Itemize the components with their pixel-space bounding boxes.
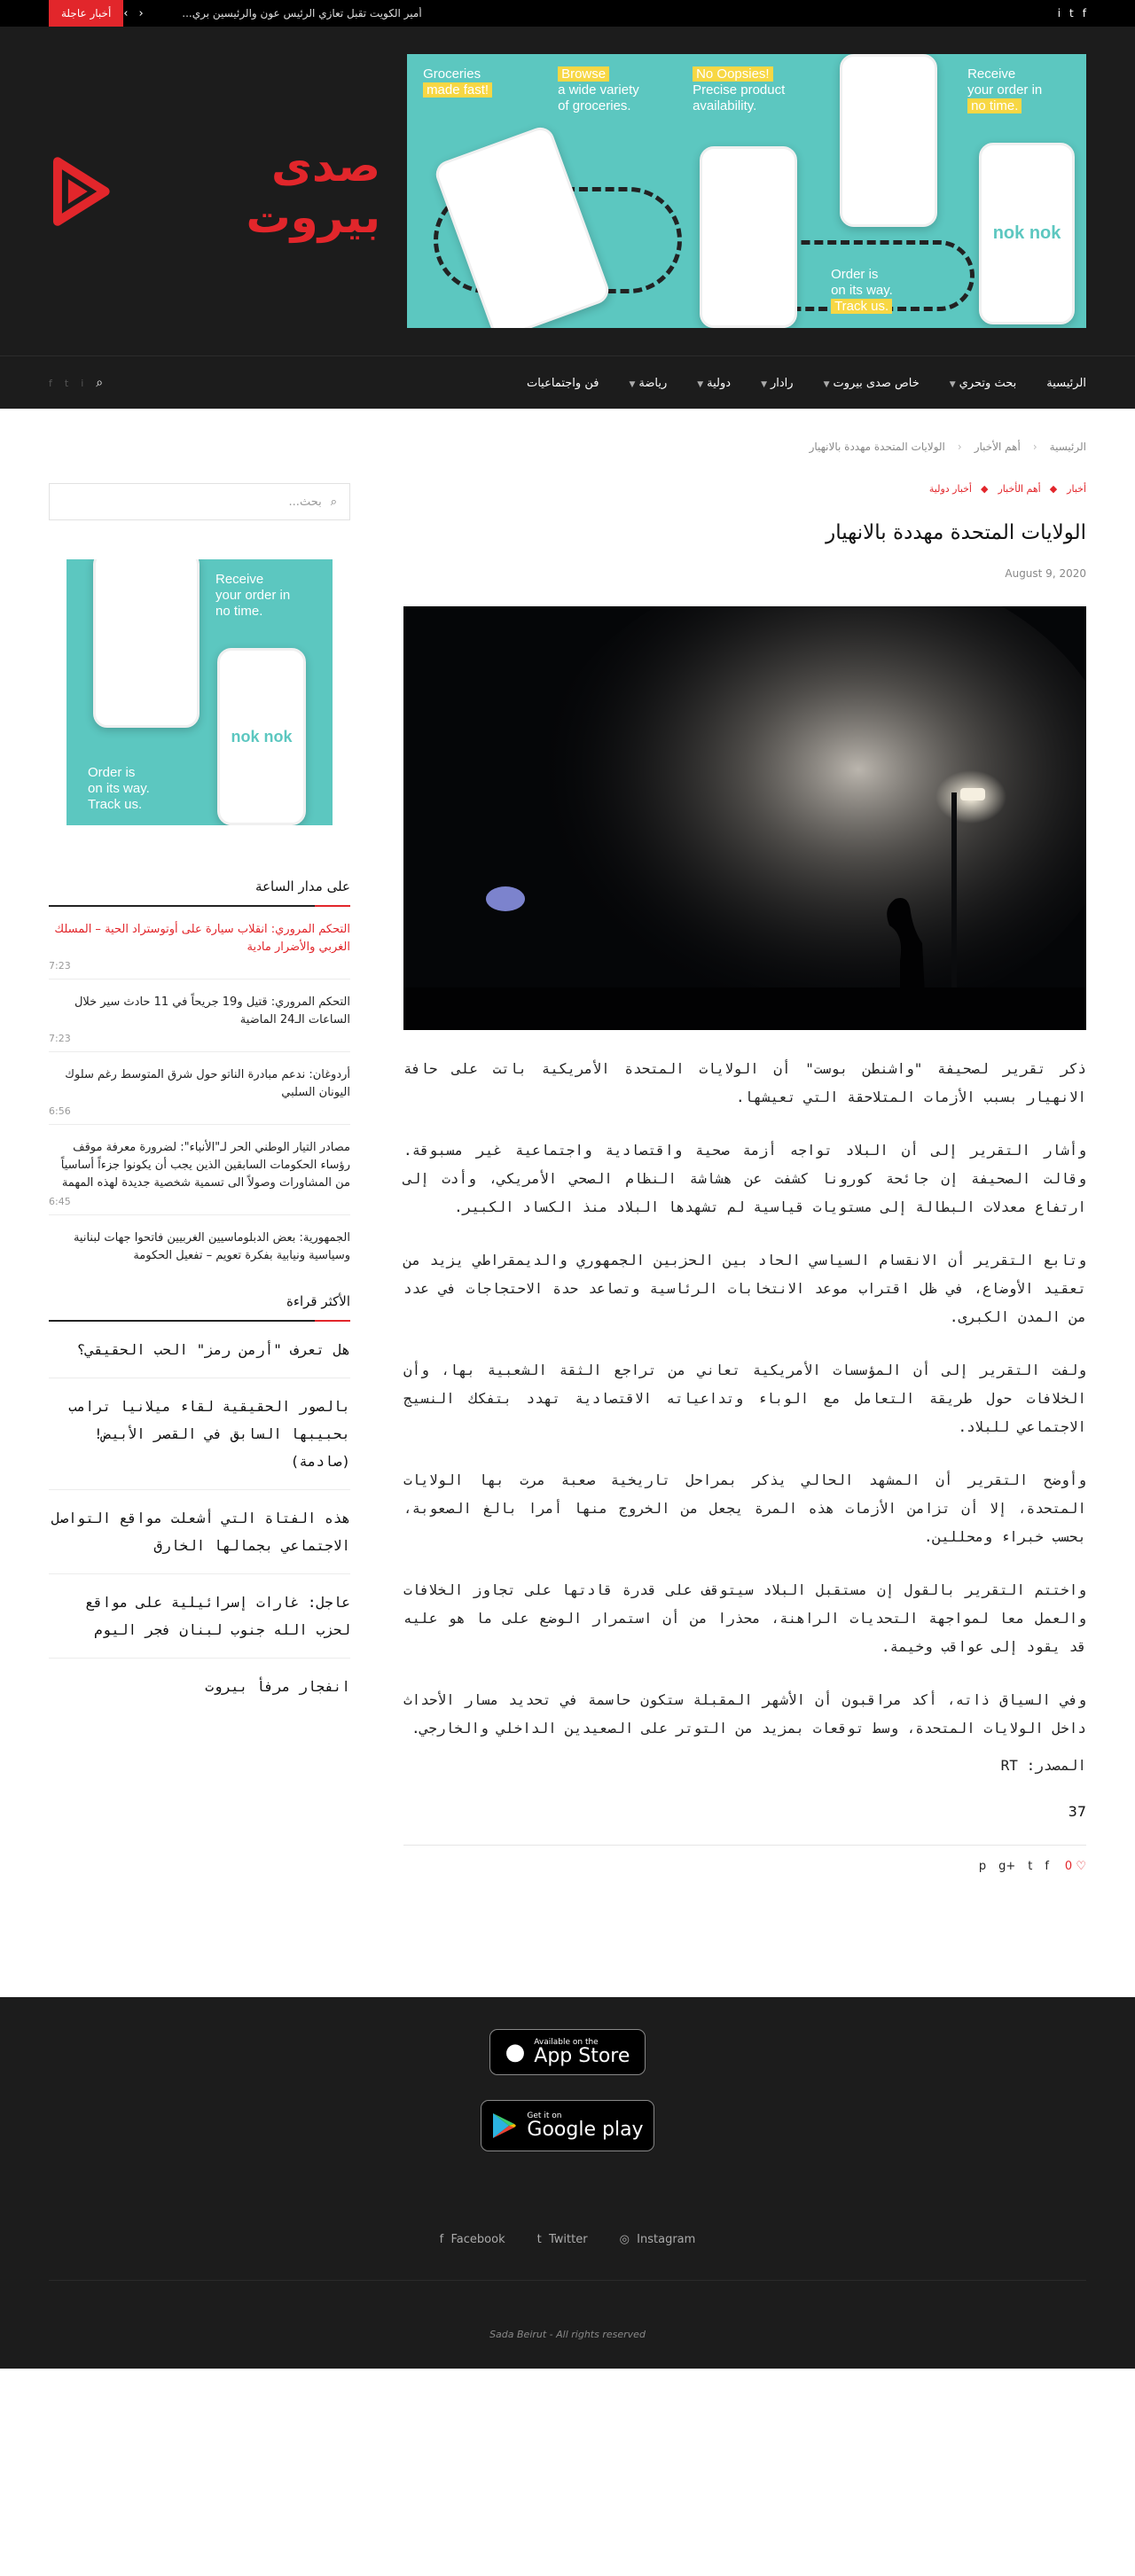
phone-mockup — [217, 648, 306, 825]
share-facebook-icon[interactable]: f — [1045, 1860, 1049, 1873]
search-input[interactable] — [49, 483, 350, 520]
news-headline[interactable]: التحكم المروري: انقلاب سيارة على أوتوستراد الحية – المسلك الغربي والأضرار مادية — [54, 923, 350, 954]
news-time: 7:23 — [49, 960, 71, 972]
gplay-small-text: Get it on — [527, 2112, 562, 2120]
share-bar — [403, 1845, 1086, 1873]
article-title: الولايات المتحدة مهددة بالانهيار — [826, 521, 1086, 544]
chevron-down-icon: ▼ — [823, 379, 830, 389]
twitter-icon[interactable]: t — [1069, 7, 1074, 20]
nav-menu — [527, 377, 1086, 390]
news-time: 6:56 — [49, 1105, 71, 1117]
phone-mockup-3 — [840, 54, 937, 227]
heart-icon: ♡ — [1076, 1860, 1086, 1873]
phone-mockup-2 — [700, 146, 797, 328]
footer-divider — [49, 2280, 1086, 2281]
list-item[interactable] — [49, 907, 350, 980]
breaking-news — [49, 0, 434, 27]
share-googleplus-icon[interactable]: g+ — [998, 1860, 1016, 1873]
top-bar — [0, 0, 1135, 27]
list-item[interactable] — [49, 1125, 350, 1215]
share-pinterest-icon[interactable]: p — [978, 1860, 987, 1873]
sidebar — [49, 483, 350, 1873]
google-play-icon — [491, 2112, 518, 2140]
nav-item-investigation[interactable]: بحث وتحري▼ — [949, 376, 1017, 390]
news-time: 6:45 — [49, 1196, 71, 1207]
news-headline[interactable]: التحكم المروري: قتيل و19 جريحاً في 11 حادث سير خلال الساعات الـ24 الماضية — [74, 995, 350, 1026]
category-link[interactable]: أخبار — [1067, 483, 1086, 495]
breadcrumb: الرئيسية ‹ أهم الأخبار ‹ الولايات المتحدة مهددة بالانهيار — [809, 441, 1086, 453]
banner-text-receive: Receive — [967, 66, 1016, 82]
facebook-icon[interactable]: f — [49, 377, 52, 389]
copyright: Sada Beirut - All rights reserved — [489, 2329, 646, 2340]
sidebar-ad-banner[interactable]: nok nok Receive your order in no time. Order is on its way. Track us. — [67, 559, 333, 825]
nav-item-sports[interactable]: رياضة▼ — [629, 376, 668, 390]
article-main — [403, 483, 1086, 1873]
article-hero-image — [403, 606, 1086, 1030]
chevron-down-icon: ▼ — [761, 379, 767, 389]
apple-icon: ● — [505, 2039, 526, 2065]
main-navigation — [0, 355, 1135, 409]
play-logo-icon — [49, 156, 111, 227]
widget-title-popular: الأكثر قراءة — [49, 1293, 350, 1322]
list-item[interactable] — [49, 1052, 350, 1125]
article-paragraph: وفي السياق ذاته، أكد مراقبون أن الأشهر المقبلة ستكون حاسمة في تحديد مسار الأحداث داخل الولايات المتحدة، وسط توقعات بمزيد من التوتر على الصعيدين الداخلي والخارجي. — [403, 1691, 1086, 1737]
noknok-logo: nok nok — [231, 727, 293, 745]
search-icon[interactable]: ⌕ — [96, 376, 104, 390]
category-link[interactable]: أخبار دولية — [928, 483, 972, 495]
widget-title-clock: على مدار الساعة — [49, 878, 350, 907]
popular-item[interactable]: هل تعرف "أرمن رمز" الحب الحقيقي؟ — [49, 1322, 350, 1378]
breaking-ticker-text[interactable]: أمير الكويت تقبل تعازي الرئيس عون والرئيسين بري... — [182, 7, 422, 20]
site-header — [0, 27, 1135, 355]
article-paragraph: ولفت التقرير إلى أن المؤسسات الأمريكية تعاني من تراجع الثقة الشعبية بها، وأن الخلافات حول طريقة التعامل مع الوباء وتداعياته الاقتصادية تهدد بتفكك النسيج الاجتماعي للبلاد. — [403, 1362, 1086, 1435]
nav-item-arts[interactable]: فن واجتماعيات — [526, 376, 599, 390]
footer-twitter-link[interactable]: t Twitter — [536, 2233, 588, 2246]
search-icon: ⌕ — [330, 495, 337, 509]
google-play-button[interactable] — [481, 2100, 654, 2151]
night-street-illustration — [403, 606, 1086, 1030]
phone-mockup-4 — [979, 143, 1075, 324]
footer-facebook-link[interactable]: f Facebook — [439, 2233, 505, 2246]
appstore-small-text: Available on the — [534, 2038, 599, 2047]
nav-tools — [49, 376, 110, 390]
popular-list — [49, 1322, 350, 1714]
article-paragraph: ذكر تقرير لصحيفة "واشنطن بوست" أن الولايات المتحدة الأمريكية باتت على حافة الانهيار بسبب الأزمات المتلاحقة التي تعيشها. — [403, 1060, 1086, 1105]
banner-text-your-order: your order in — [967, 82, 1043, 98]
breadcrumb-section[interactable]: أهم الأخبار — [974, 441, 1021, 453]
nav-item-radar[interactable]: رادار▼ — [761, 376, 794, 390]
banner-text-groceries: Groceries — [423, 66, 481, 82]
banner-text-variety: a wide variety — [558, 82, 639, 98]
nav-item-exclusive[interactable]: خاص صدى بيروت▼ — [823, 376, 920, 390]
ticker-next-button[interactable]: › — [138, 6, 144, 20]
nav-item-home[interactable]: الرئيسية — [1046, 376, 1086, 390]
logo-wordmark: صدى بيروت — [246, 139, 381, 243]
article-paragraph: وأشار التقرير إلى أن البلاد تواجه أزمة صحية واقتصادية واجتماعية غير مسبوقة. وقالت الصحيفة إن جائحة كورونا كشفت عن هشاشة النظام الصحي الأمريكي، وأدت إلى ارتفاع معدلات البطالة إلى مستويات قياسية لم تشهدها البلاد منذ الكساد الكبير. — [403, 1142, 1086, 1215]
search-placeholder: بحث... — [288, 495, 322, 509]
list-item[interactable] — [49, 1215, 350, 1272]
site-footer — [0, 1997, 1135, 2369]
banner-text-groceries2: of groceries. — [558, 98, 631, 113]
banner-text-made-fast: made fast! — [423, 82, 492, 98]
article-paragraph: وتابع التقرير أن الانقسام السياسي الحاد بين الحزبين الجمهوري والديمقراطي يزيد من تعقيد الأوضاع، في ظل اقتراب موعد الانتخابات الرئاسية وتصاعد حدة الاحتجاجات في عدد من المدن الكبرى. — [403, 1252, 1086, 1325]
banner-text-browse: Browse — [558, 66, 609, 82]
article-paragraph: واختتم التقرير بالقول إن مستقبل البلاد سيتوقف على قدرة قادتها على تجاوز الخلافات والعمل معا لمواجهة التحديات الراهنة، محذرا من أن استمرار الوضع على ما هو عليه قد يقود إلى عواقب وخيمة. — [403, 1581, 1086, 1655]
article-paragraph: وأوضح التقرير أن المشهد الحالي يذكر بمراحل تاريخية صعبة مرت بها الولايات المتحدة، إلا أن تزامن الأزمات هذه المرة يجعل من الخروج منها أمرا بالغ الصعوبة، بحسب خبراء ومحللين. — [403, 1471, 1086, 1545]
article-categories: أخبار ◆ أهم الأخبار ◆ أخبار دولية — [928, 483, 1086, 495]
instagram-icon[interactable]: i — [81, 377, 84, 389]
news-time: 7:23 — [49, 1033, 71, 1044]
nav-item-international[interactable]: دولية▼ — [697, 376, 732, 390]
view-count: 37 — [1068, 1803, 1086, 1820]
chevron-down-icon: ▼ — [697, 379, 704, 389]
list-item[interactable] — [49, 980, 350, 1052]
popular-item[interactable]: هذه الفتاة التي أشعلت مواقع التواصل الاجتماعي بجمالها الخارق — [49, 1490, 350, 1574]
category-link[interactable]: أهم الأخبار — [998, 483, 1041, 495]
share-twitter-icon[interactable]: t — [1028, 1860, 1033, 1873]
app-store-button[interactable] — [489, 2029, 646, 2075]
banner-text-no-time: no time. — [967, 98, 1022, 113]
article-body — [403, 1055, 1086, 1780]
facebook-icon[interactable]: f — [1082, 7, 1086, 20]
banner-text-precise: Precise product — [693, 82, 786, 98]
gplay-big-text: Google play — [527, 2119, 644, 2141]
footer-social-links — [0, 2233, 1135, 2246]
banner-text-order-is: Order is — [831, 267, 879, 282]
popular-item[interactable]: انفجار مرفأ بيروت — [205, 1678, 350, 1695]
ticker-prev-button[interactable]: ‹ — [123, 6, 129, 20]
footer-instagram-link[interactable]: ◎ Instagram — [619, 2233, 696, 2246]
popular-item[interactable]: عاجل: غارات إسرائيلية على مواقع لحزب الله جنوب لبنان فجر اليوم — [49, 1574, 350, 1659]
article-date: August 9, 2020 — [1005, 567, 1086, 580]
banner-text-no-oopsies: No Oopsies! — [693, 66, 773, 82]
breadcrumb-current: الولايات المتحدة مهددة بالانهيار — [809, 441, 945, 453]
appstore-big-text: App Store — [534, 2045, 630, 2067]
breaking-label: أخبار عاجلة — [49, 0, 123, 27]
popular-item[interactable]: بالصور الحقيقية لقاء ميلانيا ترامب بحبيبها السابق في القصر الأبيض! (صادمة) — [49, 1378, 350, 1490]
instagram-icon[interactable]: i — [1057, 7, 1061, 20]
site-logo[interactable] — [49, 140, 380, 243]
news-headline[interactable]: أردوغان: ندعم مبادرة الناتو حول شرق المتوسط رغم سلوك اليونان السلبي — [65, 1068, 350, 1099]
like-button[interactable] — [1065, 1860, 1086, 1873]
header-ad-banner[interactable] — [407, 54, 1086, 328]
breadcrumb-home[interactable]: الرئيسية — [1049, 441, 1086, 453]
phone-mockup — [93, 559, 200, 728]
banner-text-availability: availability. — [693, 98, 757, 113]
twitter-icon[interactable]: t — [64, 377, 69, 389]
news-list — [49, 907, 350, 1272]
like-count: 0 — [1064, 1860, 1073, 1873]
phone-mockup-1 — [432, 123, 612, 328]
noknok-logo: nok nok — [992, 223, 1061, 243]
banner-text-on-its-way: on its way. — [831, 283, 893, 298]
news-headline[interactable]: الجمهورية: بعض الدبلوماسيين الغربيين فاتحوا جهات لبنانية وسياسية ونيابية بفكرة تعويم – تفعيل الحكومة — [73, 1231, 350, 1262]
article-source: المصدر: RT — [1000, 1757, 1086, 1774]
news-headline[interactable]: مصادر التيار الوطني الحر لـ"الأنباء": لضرورة معرفة موقف رؤساء الحكومات السابقين الذين يجب أن يكونوا جزءاً أساسياً من المشاورات وصولاً الى تسمية شخصية جديدة لهذه المهمة — [60, 1141, 350, 1190]
chevron-down-icon: ▼ — [949, 379, 956, 389]
banner-text-track-us: Track us. — [831, 299, 892, 314]
top-social-links — [1058, 7, 1086, 20]
chevron-down-icon: ▼ — [629, 379, 636, 389]
